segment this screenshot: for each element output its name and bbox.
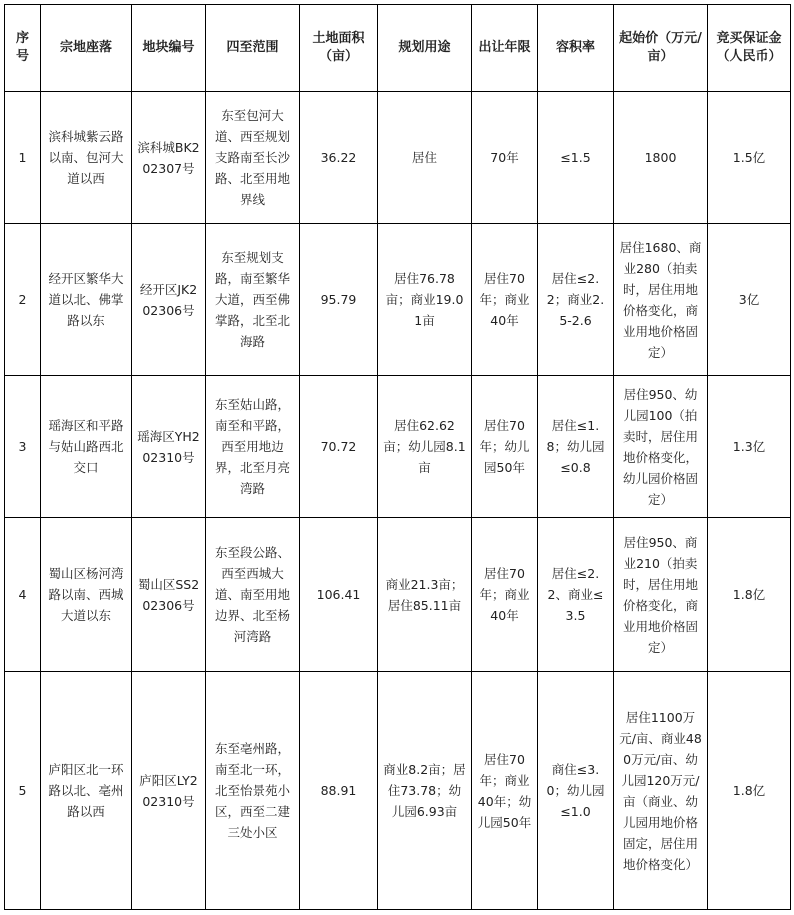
- cell-no: 1: [5, 92, 41, 224]
- table-row: [5, 224, 791, 376]
- cell-term: 70年: [472, 92, 538, 224]
- cell-use: 商业21.3亩；居住85.11亩: [378, 518, 472, 672]
- cell-deposit: 1.8亿: [708, 518, 791, 672]
- table-row: [5, 376, 791, 518]
- cell-price: 1800: [614, 92, 708, 224]
- cell-location: 瑶海区和平路与姑山路西北交口: [41, 376, 132, 518]
- land-auction-table: [4, 4, 791, 910]
- cell-location: 庐阳区北一环路以北、亳州路以西: [41, 672, 132, 910]
- cell-deposit: 1.3亿: [708, 376, 791, 518]
- header-boundary: 四至范围: [206, 5, 300, 92]
- cell-deposit: 3亿: [708, 224, 791, 376]
- header-deposit: 竞买保证金（人民币）: [708, 5, 791, 92]
- cell-no: 4: [5, 518, 41, 672]
- cell-code: 滨科城BK202307号: [132, 92, 206, 224]
- cell-far: 商住≤3.0；幼儿园≤1.0: [538, 672, 614, 910]
- cell-code: 蜀山区SS202306号: [132, 518, 206, 672]
- cell-deposit: 1.5亿: [708, 92, 791, 224]
- cell-boundary: 东至规划支路，南至繁华大道，西至佛掌路，北至北海路: [206, 224, 300, 376]
- cell-no: 3: [5, 376, 41, 518]
- cell-location: 蜀山区杨河湾路以南、西城大道以东: [41, 518, 132, 672]
- header-term: 出让年限: [472, 5, 538, 92]
- cell-boundary: 东至亳州路，南至北一环，北至怡景苑小区，西至二建三处小区: [206, 672, 300, 910]
- header-price: 起始价（万元/亩）: [614, 5, 708, 92]
- table-row: [5, 518, 791, 672]
- cell-use: 居住76.78亩；商业19.01亩: [378, 224, 472, 376]
- cell-term: 居住70年；商业40年: [472, 518, 538, 672]
- cell-far: 居住≤2.2、商业≤3.5: [538, 518, 614, 672]
- cell-area: 88.91: [300, 672, 378, 910]
- cell-price: 居住1680、商业280（拍卖时，居住用地价格变化，商业用地价格固定）: [614, 224, 708, 376]
- cell-location: 滨科城紫云路以南、包河大道以西: [41, 92, 132, 224]
- cell-term: 居住70年；商业40年: [472, 224, 538, 376]
- cell-boundary: 东至包河大道、西至规划支路南至长沙路、北至用地界线: [206, 92, 300, 224]
- header-far: 容积率: [538, 5, 614, 92]
- header-use: 规划用途: [378, 5, 472, 92]
- cell-deposit: 1.8亿: [708, 672, 791, 910]
- cell-no: 5: [5, 672, 41, 910]
- cell-price: 居住1100万元/亩、商业480万元/亩、幼儿园120万元/亩（商业、幼儿园用地价格固定，居住用地价格变化）: [614, 672, 708, 910]
- cell-area: 95.79: [300, 224, 378, 376]
- header-row: [5, 5, 791, 92]
- cell-use: 居住62.62亩；幼儿园8.1亩: [378, 376, 472, 518]
- cell-price: 居住950、商业210（拍卖时，居住用地价格变化，商业用地价格固定）: [614, 518, 708, 672]
- cell-term: 居住70年；商业40年；幼儿园50年: [472, 672, 538, 910]
- cell-use: 居住: [378, 92, 472, 224]
- table-row: [5, 92, 791, 224]
- cell-far: 居住≤2.2；商业2.5-2.6: [538, 224, 614, 376]
- cell-boundary: 东至段公路、西至西城大道、南至用地边界、北至杨河湾路: [206, 518, 300, 672]
- header-code: 地块编号: [132, 5, 206, 92]
- cell-code: 瑶海区YH202310号: [132, 376, 206, 518]
- cell-no: 2: [5, 224, 41, 376]
- header-no: 序号: [5, 5, 41, 92]
- table-row: [5, 672, 791, 910]
- cell-area: 70.72: [300, 376, 378, 518]
- cell-price: 居住950、幼儿园100（拍卖时，居住用地价格变化，幼儿园价格固定）: [614, 376, 708, 518]
- cell-far: ≤1.5: [538, 92, 614, 224]
- cell-area: 36.22: [300, 92, 378, 224]
- cell-location: 经开区繁华大道以北、佛掌路以东: [41, 224, 132, 376]
- cell-code: 经开区JK202306号: [132, 224, 206, 376]
- cell-use: 商业8.2亩；居住73.78；幼儿园6.93亩: [378, 672, 472, 910]
- header-location: 宗地座落: [41, 5, 132, 92]
- cell-term: 居住70年；幼儿园50年: [472, 376, 538, 518]
- cell-boundary: 东至姑山路，南至和平路，西至用地边界，北至月亮湾路: [206, 376, 300, 518]
- cell-area: 106.41: [300, 518, 378, 672]
- header-area: 土地面积（亩）: [300, 5, 378, 92]
- cell-far: 居住≤1.8；幼儿园≤0.8: [538, 376, 614, 518]
- cell-code: 庐阳区LY202310号: [132, 672, 206, 910]
